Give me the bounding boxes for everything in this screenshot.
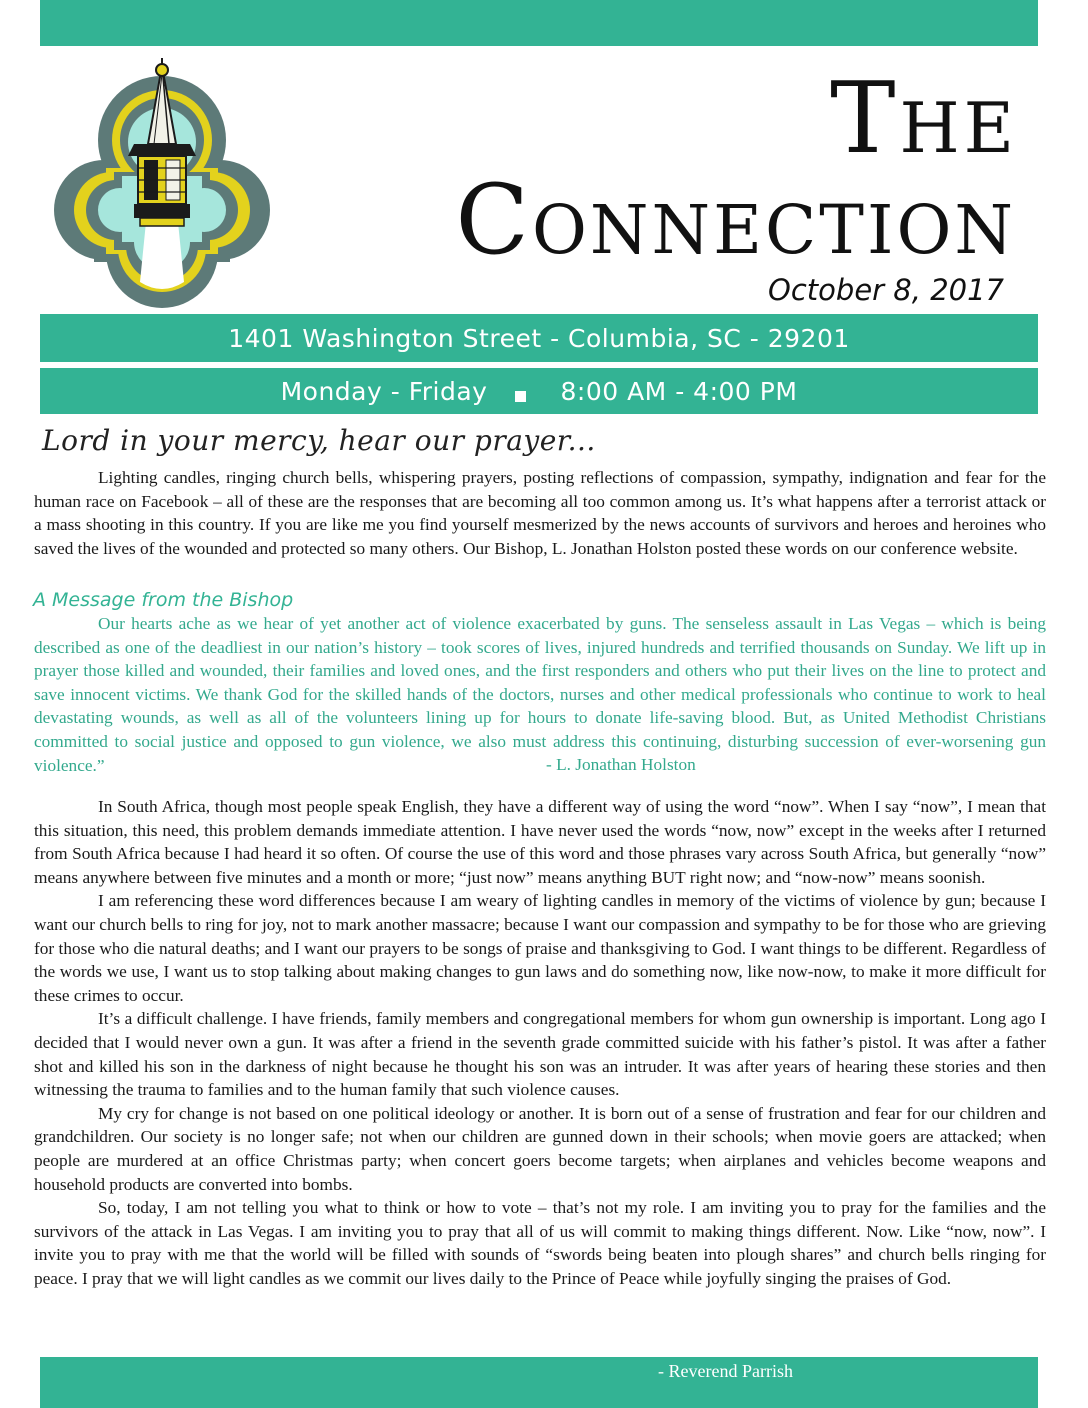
office-days: Monday - Friday [280, 377, 488, 406]
office-hours [40, 377, 1038, 406]
office-time: 8:00 AM - 4:00 PM [560, 377, 798, 406]
address-bar [40, 314, 1038, 362]
issue-date: October 8, 2017 [768, 273, 1004, 307]
article-author: - Reverend Parrish [658, 1361, 793, 1381]
office-hours-bar [40, 368, 1038, 414]
masthead-title-connection: Connection [455, 164, 1016, 276]
square-bullet-icon [515, 391, 526, 402]
body-paragraph: It’s a difficult challenge. I have friends, family members and congregational members for whom gun ownership is important. Long ago I decided that I would never own a gun. It was after a friend in the seventh grade committed suicide with his father’s pistol. It was after a father shot and killed his son in the darkness of night because he thought his son was an intruder. It was after years of hearing these stories and then witnessing the trauma to families and to the human family that such violence causes. [34, 1009, 1046, 1100]
body-paragraph: In South Africa, though most people speak English, they have a different way of using the word “now”. When I say “now”, I mean that this situation, this need, this problem demands immediate attention. I have never used the words “now, now” except in the weeks after I returned from South Africa because I had heard it so often. Of course the use of this word and those phrases vary across South Africa, but generally “now” means anywhere between five minutes and a month or more; “just now” means anything BUT right now; and “now-now” means soonish. [34, 797, 1046, 887]
intro-paragraph: Lighting candles, ringing church bells, whispering prayers, posting reflections of compassion, sympathy, indignation and fear for the human race on Facebook – all of these are the responses that are becoming all too common among us. It’s what happens after a terrorist attack or a mass shooting in this country. If you are like me you find yourself mesmerized by the news accounts of survivors and heroes and heroines who saved the lives of the wounded and protected so many others. Our Bishop, L. Jonathan Holston posted these words on our conference website. [34, 468, 1046, 558]
church-steeple-logo [54, 52, 270, 310]
body-paragraph: I am referencing these word differences because I am weary of lighting candles in memory of the victims of violence by gun; because I want our church bells to ring for joy, not to mark another massacre; because I want our compassion and sympathy to be for those who are grieving for those who die natural deaths; and I want our prayers to be songs of praise and thanksgiving to God. I want things to be different. Regardless of the words we use, I want us to stop talking about making changes to gun laws and do something now, like now-now, to make it more difficult for these crimes to occur. [34, 891, 1046, 1005]
bishop-message-text: Our hearts ache as we hear of yet another act of violence exacerbated by guns. The senseless assault in Las Vegas – which is being described as one of the deadliest in our nation’s history – took scores of lives, injured hundreds and terrified thousands on Sunday. We lift up in prayer those killed and wounded, their families and loved ones, and the first responders and others who put their lives on the line to protect and save innocent victims. We thank God for the skilled hands of the doctors, nurses and other medical professionals who continue to work to heal devastating wounds, as well as all of the volunteers lining up for hours to donate life-saving blood. But, as United Methodist Christians committed to social justice and opposed to gun violence, we also must address this continuing, disturbing succession of ever-worsening gun violence.” [34, 614, 1046, 775]
body-paragraph: My cry for change is not based on one political ideology or another. It is born out of a sense of frustration and fear for our children and grandchildren. Our society is no longer safe; not when our children are gunned down in their schools; when movie goers are attacked; when people are murdered at an office Christmas party; when concert goers become targets; when airplanes and vehicles become weapons and household products are converted into bombs. [34, 1103, 1046, 1194]
bottom-banner-bar [40, 1357, 1038, 1408]
bishop-message-heading: A Message from the Bishop [33, 589, 294, 611]
top-banner-bar [40, 0, 1038, 46]
article-heading: Lord in your mercy, hear our prayer... [42, 424, 596, 457]
bishop-signature: - L. Jonathan Holston [546, 755, 696, 774]
church-address: 1401 Washington Street - Columbia, SC - 29201 [228, 324, 850, 353]
masthead-title-the: The [830, 62, 1018, 176]
article-body [34, 795, 1046, 1290]
body-paragraph: So, today, I am not telling you what to think or how to vote – that’s not my role. I am inviting you to pray for the families and the survivors of the attack in Las Vegas. I am inviting you to pray that all of us will commit to making things different. Now. Like “now, now”. I invite you to pray with me that the world will be filled with sounds of “swords being beaten into plough shares” and church bells ringing for peace. I pray that we will light candles as we commit our lives daily to the Prince of Peace while joyfully singing the praises of God. [34, 1198, 1046, 1288]
